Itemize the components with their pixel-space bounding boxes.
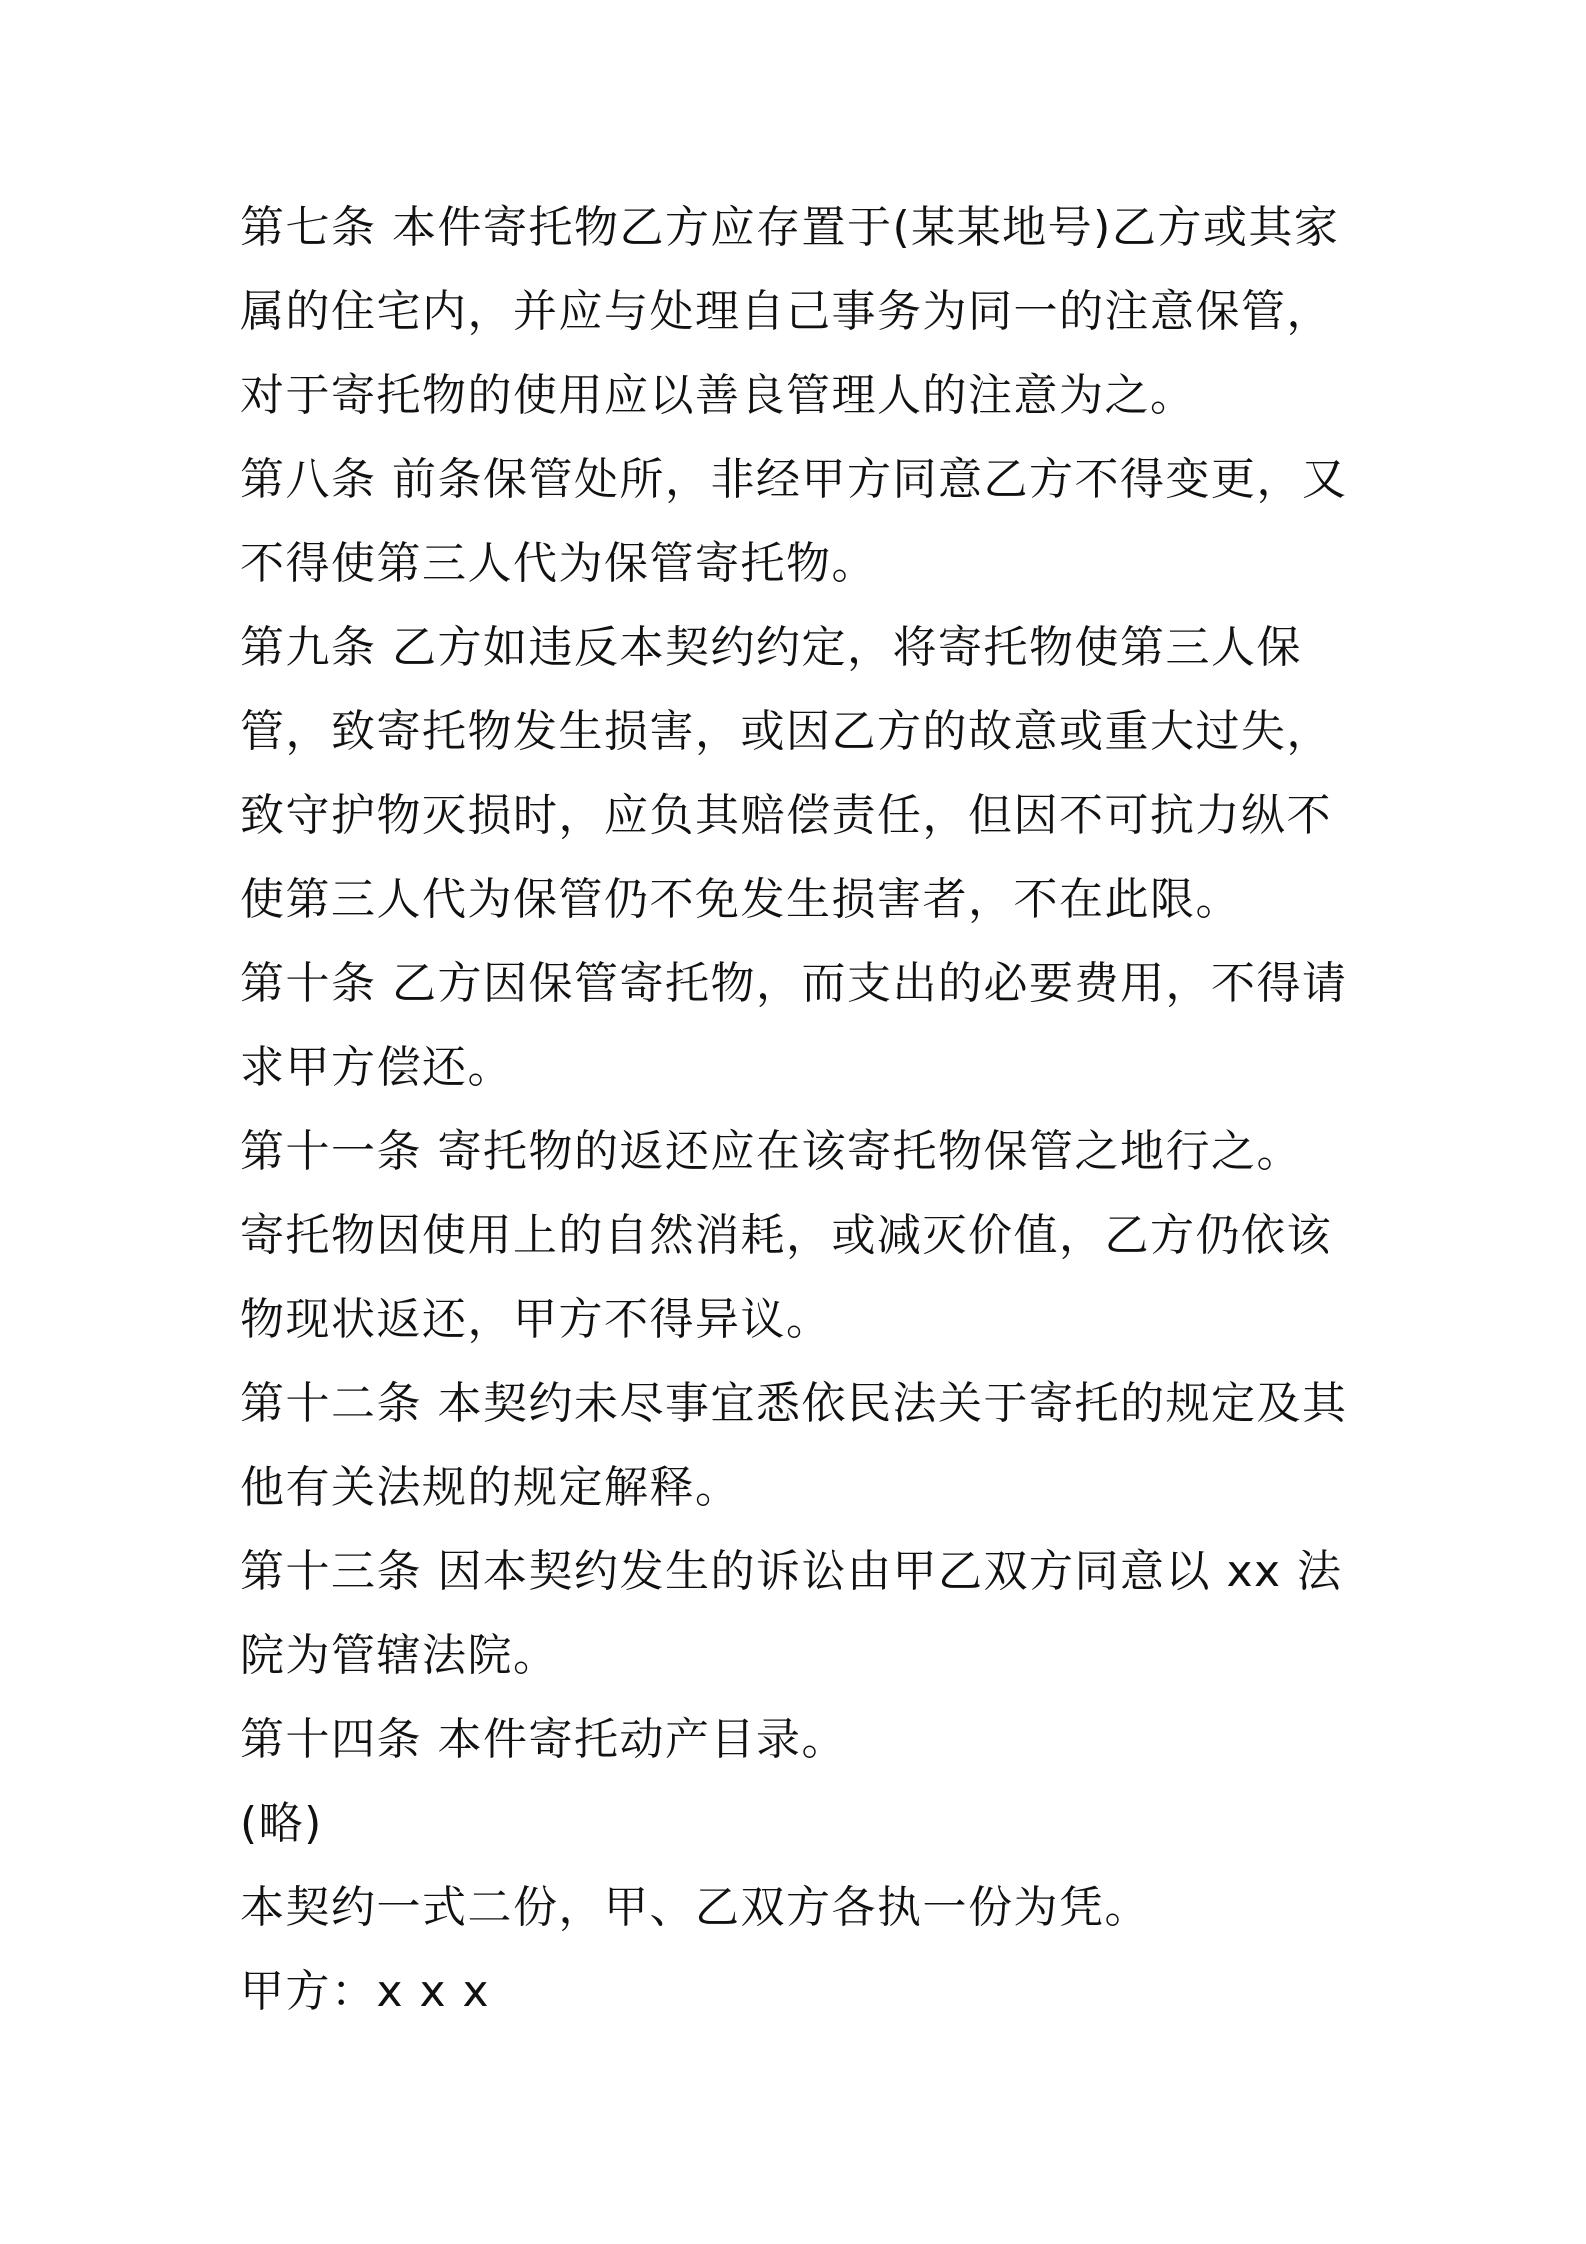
clause-10: 第十条 乙方因保管寄托物，而支出的必要费用，不得请求甲方偿还。	[240, 958, 1348, 1093]
clause-11: 第十一条 寄托物的返还应在该寄托物保管之地行之。	[240, 1126, 1302, 1177]
clause-12: 第十二条 本契约未尽事宜悉依民法关于寄托的规定及其他有关法规的规定解释。	[240, 1378, 1348, 1513]
clause-9: 第九条 乙方如违反本契约约定，将寄托物使第三人保管，致寄托物发生损害，或因乙方的故意或重大过失，致守护物灭损时，应负其赔偿责任，但因不可抗力纵不使第三人代为保管仍不免发生损害者，不在此限。	[240, 622, 1332, 925]
clause-13: 第十三条 因本契约发生的诉讼由甲乙双方同意以 xx 法院为管辖法院。	[240, 1546, 1343, 1681]
copies-statement: 本契约一式二份，甲、乙双方各执一份为凭。	[240, 1882, 1150, 1933]
omitted-note: (略)	[240, 1798, 323, 1849]
clause-14: 第十四条 本件寄托动产目录。	[240, 1714, 847, 1765]
party-a-signature-line: 甲方：x x x	[240, 1966, 491, 2017]
clause-8: 第八条 前条保管处所，非经甲方同意乙方不得变更，又不得使第三人代为保管寄托物。	[240, 454, 1348, 589]
clause-11-continuation: 寄托物因使用上的自然消耗，或减灭价值，乙方仍依该物现状返还，甲方不得异议。	[240, 1210, 1332, 1345]
clause-7: 第七条 本件寄托物乙方应存置于(某某地号)乙方或其家属的住宅内，并应与处理自己事务为同一的注意保管，对于寄托物的使用应以善良管理人的注意为之。	[240, 202, 1340, 421]
document-body	[240, 186, 1360, 2034]
